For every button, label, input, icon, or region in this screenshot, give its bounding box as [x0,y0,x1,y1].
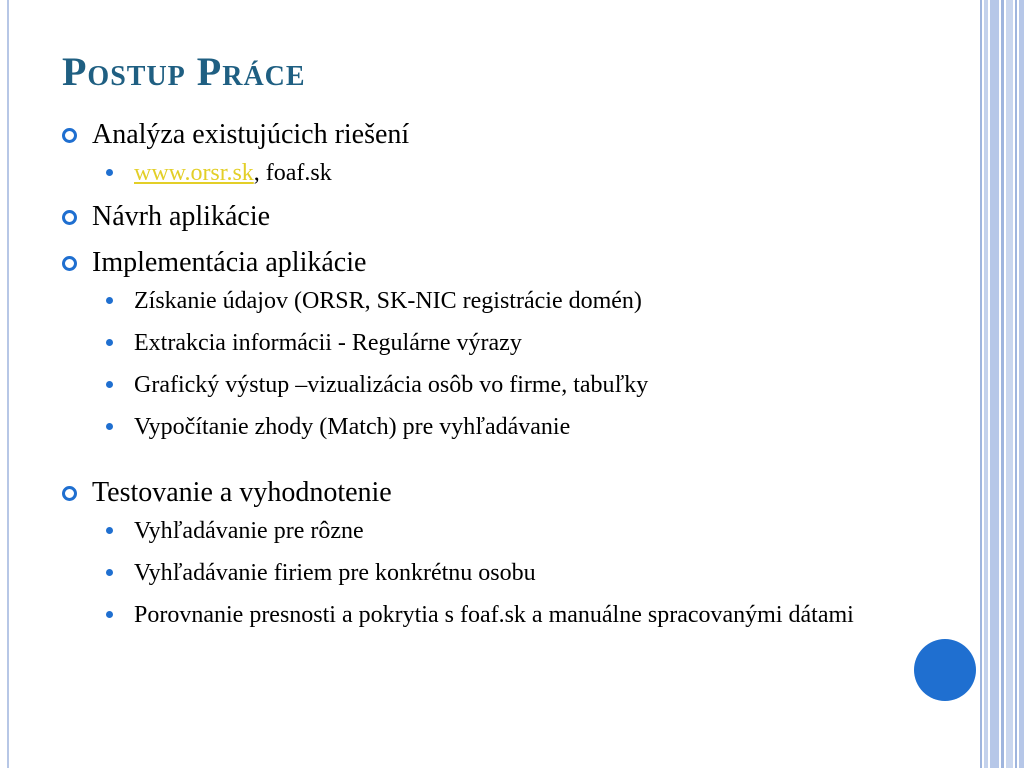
sub-bullet-text: Získanie údajov (ORSR, SK-NIC registrácie domén) [134,288,642,314]
slide-content [62,118,882,642]
ring-bullet-icon [62,210,77,225]
stripe [980,0,982,768]
left-border-line [7,0,9,768]
bullet-list [62,118,882,630]
sub-bullet-text: Porovnanie presnosti a pokrytia s foaf.sk a manuálne spracovanými dátami [134,602,854,628]
sub-bullet-item [92,286,882,316]
bullet-item-design [62,200,882,234]
stripe [1015,0,1017,768]
sub-bullet-text: Vyhľadávanie firiem pre konkrétnu osobu [134,560,536,586]
stripe [1019,0,1024,768]
sub-bullet-text: Vypočítanie zhody (Match) pre vyhľadávanie [134,414,571,440]
sub-bullet-item [92,412,882,442]
sub-bullet-item [92,158,882,188]
bullet-text: Testovanie a vyhodnotenie [92,477,392,508]
ring-bullet-icon [62,256,77,271]
ring-bullet-icon [62,128,77,143]
sub-bullet-item [92,600,882,630]
right-stripe-decoration [976,0,1024,768]
decorative-circle [914,639,976,701]
sub-bullet-item [92,558,882,588]
orsr-link[interactable]: www.orsr.sk [134,160,254,186]
dot-bullet-icon [106,297,113,304]
dot-bullet-icon [106,339,113,346]
dot-bullet-icon [106,423,113,430]
dot-bullet-icon [106,611,113,618]
sub-bullet-list [92,286,882,442]
sub-bullet-item [92,370,882,400]
stripe [984,0,988,768]
sub-bullet-text: , foaf.sk [253,160,332,186]
stripe [1001,0,1004,768]
stripe [1006,0,1013,768]
bullet-item-analysis [62,118,882,188]
sub-bullet-list [92,158,882,188]
slide-title: Postup Práce [62,49,306,94]
sub-bullet-text: Vyhľadávanie pre rôzne [134,518,364,544]
bullet-text: Implementácia aplikácie [92,247,367,278]
bullet-text: Analýza existujúcich riešení [92,119,410,150]
sub-bullet-text: Extrakcia informácii - Regulárne výrazy [134,330,522,356]
bullet-item-testing [62,476,882,630]
sub-bullet-item [92,516,882,546]
ring-bullet-icon [62,486,77,501]
bullet-item-implementation [62,246,882,442]
sub-bullet-list [92,516,882,630]
dot-bullet-icon [106,381,113,388]
bullet-text: Návrh aplikácie [92,201,271,232]
sub-bullet-item [92,328,882,358]
stripe [990,0,999,768]
sub-bullet-text: Grafický výstup –vizualizácia osôb vo firme, tabuľky [134,372,649,398]
dot-bullet-icon [106,569,113,576]
dot-bullet-icon [106,169,113,176]
dot-bullet-icon [106,527,113,534]
